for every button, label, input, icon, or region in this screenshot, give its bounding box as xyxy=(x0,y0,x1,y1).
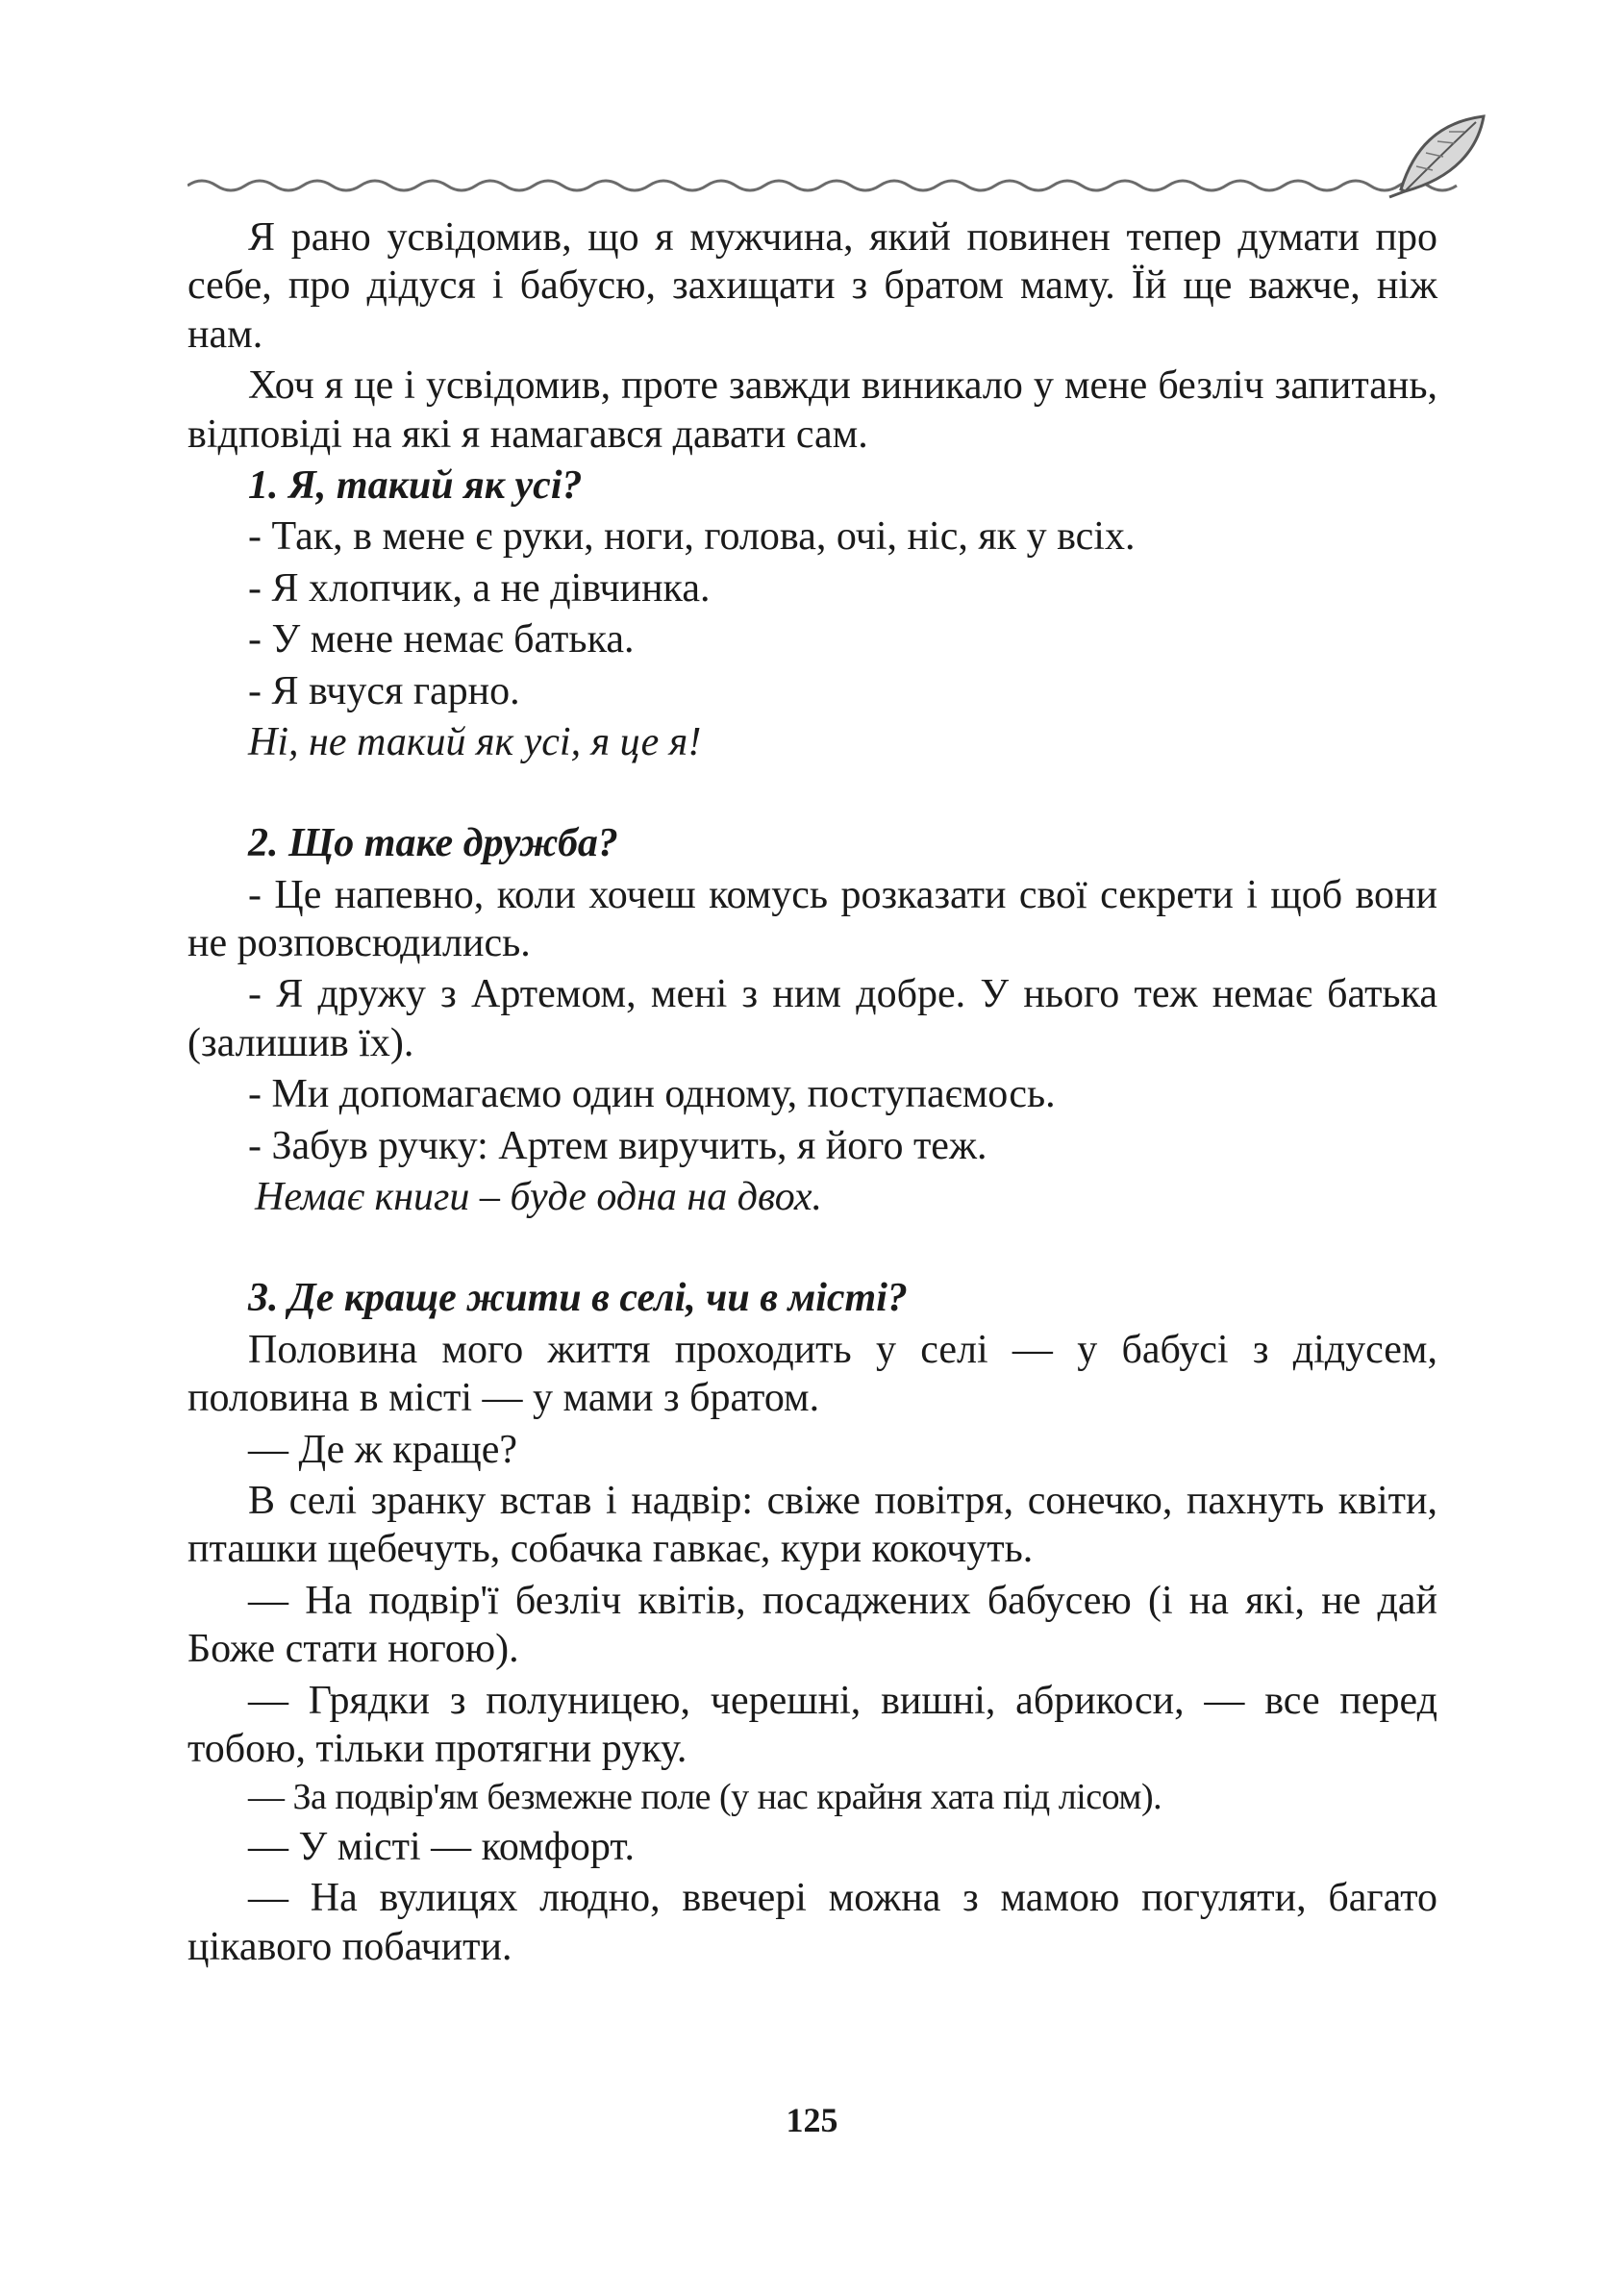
list-item: - Ми допомагаємо один одному, поступаємось. xyxy=(248,1072,1056,1117)
wavy-line xyxy=(187,181,1457,190)
paragraph-intro: Я рано усвідомив, що я мужчина, який повинен тепер думати про себе, про дідуся і бабусю, захищати з братом маму. Їй ще важче, ніж нам. xyxy=(187,215,1437,357)
list-item: - У мене немає батька. xyxy=(248,617,635,662)
question-2-heading: 2. Що таке дружба? xyxy=(248,821,618,866)
list-item: - Я вчуся гарно. xyxy=(248,668,520,713)
paragraph: — На подвір'ї безліч квітів, посаджених бабусею (і на які, не дай Боже стати ногою). xyxy=(187,1578,1437,1672)
paragraph: — На вулицях людно, ввечері можна з мамою погуляти, багато цікавого побачити. xyxy=(187,1876,1437,1969)
paragraph: — За подвір'ям безмежне поле (у нас крайня хата під лісом). xyxy=(248,1777,1162,1818)
section-gap xyxy=(187,1224,1437,1274)
list-item: - Я хлопчик, а не дівчинка. xyxy=(248,565,711,611)
page-text xyxy=(187,213,1437,1974)
question-3-heading: 3. Де краще жити в селі, чи в місті? xyxy=(248,1276,908,1321)
section-gap xyxy=(187,769,1437,819)
list-item: - Забув ручку: Артем виручить, я його теж. xyxy=(248,1123,987,1168)
list-item: - Я дружу з Артемом, мені з ним добре. У нього теж немає батька (залишив їх). xyxy=(187,972,1437,1065)
paragraph: — Грядки з полуницею, черешні, вишні, абрикоси, — все перед тобою, тільки протягни руку. xyxy=(187,1678,1437,1771)
list-item: - Так, в мене є руки, ноги, голова, очі, ніс, як у всіх. xyxy=(248,514,1136,560)
paragraph: — У місті — комфорт. xyxy=(248,1824,636,1869)
question-1-heading: 1. Я, такий як усі? xyxy=(248,462,583,508)
header-ornament xyxy=(187,111,1495,207)
paragraph-questions: Хоч я це і усвідомив, проте завжди виникало у мене безліч запитань, відповіді на які я намагався давати сам. xyxy=(187,363,1437,457)
paragraph: В селі зранку встав і надвір: свіже повітря, сонечко, пахнуть квіти, пташки щебечуть, собачка гавкає, кури кокочуть. xyxy=(187,1478,1437,1572)
question-2-conclusion: Немає книги – буде одна на двох. xyxy=(255,1175,822,1220)
paragraph: Половина мого життя проходить у селі — у бабусі з дідусем, половина в місті — у мами з братом. xyxy=(187,1327,1437,1421)
paragraph: — Де ж краще? xyxy=(248,1427,517,1472)
list-item: - Це напевно, коли хочеш комусь розказати свої секрети і щоб вони не розповсюдились. xyxy=(187,872,1437,966)
quill-feather-icon xyxy=(1389,116,1484,197)
question-1-conclusion: Ні, не такий як усі, я це я! xyxy=(248,719,702,764)
page-number: 125 xyxy=(786,2101,838,2139)
